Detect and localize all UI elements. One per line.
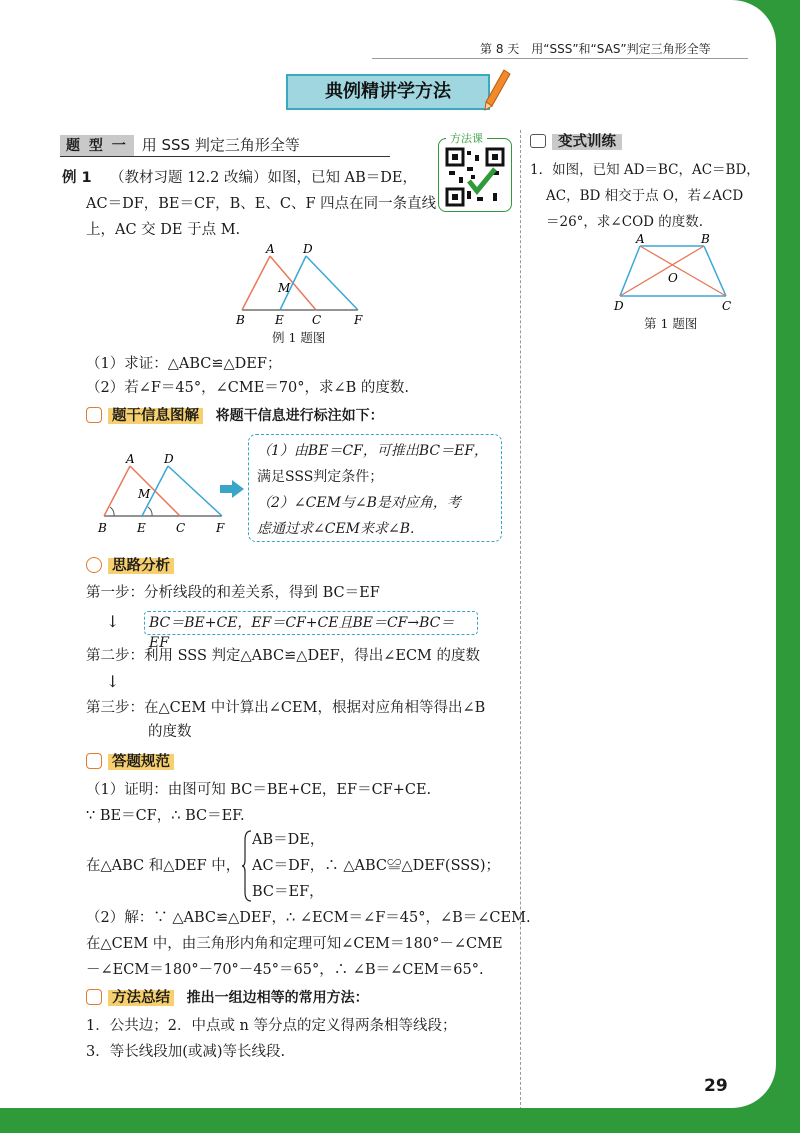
qr-code-frame[interactable] xyxy=(438,138,512,212)
answer-line2: ∵ BE＝CF，∴ BC＝EF. xyxy=(86,808,245,824)
qr-caption: 方法课 xyxy=(446,130,487,146)
variant-figure xyxy=(606,232,736,316)
variant-figure-caption: 第 1 题图 xyxy=(644,316,698,331)
answer-line5: 在△CEM 中，由三角形内角和定理可知∠CEM＝180°－∠CME xyxy=(86,936,503,952)
info-title: 题干信息图解 xyxy=(108,408,203,424)
example-number: 例 1 xyxy=(62,170,92,186)
column-divider xyxy=(520,130,521,1108)
info-label-D: D xyxy=(164,452,174,466)
answer-title: 答题规范 xyxy=(108,754,174,770)
info-heading xyxy=(86,406,384,426)
heading-rule xyxy=(60,156,390,157)
info-label-A: A xyxy=(126,452,135,466)
analysis-step1: 第一步：分析线段的和差关系，得到 BC＝EF xyxy=(86,585,380,601)
summary-heading xyxy=(86,988,369,1008)
arrow-down-icon: ↓ xyxy=(106,612,120,631)
variant-line3: ＝26°，求∠COD 的度数. xyxy=(546,214,704,230)
label-A: A xyxy=(266,242,275,256)
question-1: （1）求证：△ABC≌△DEF； xyxy=(86,356,282,372)
arrow-down-icon-2: ↓ xyxy=(106,672,120,691)
example-text-line3: 上，AC 交 DE 于点 M. xyxy=(86,222,241,238)
section-banner xyxy=(286,74,490,110)
pencil-icon xyxy=(482,68,512,112)
example-label xyxy=(62,168,92,188)
analysis-step3b: 的度数 xyxy=(148,724,192,740)
answer-line1: （1）证明：由图可知 BC＝BE+CE，EF＝CF+CE. xyxy=(86,782,432,798)
answer-brace-2: AC＝DF，∴ △ABC≌△DEF(SSS)； xyxy=(252,858,501,874)
qr-code-icon[interactable] xyxy=(445,147,505,207)
label-E: E xyxy=(275,313,284,327)
analysis-heading xyxy=(86,556,174,576)
summary-line1: 1．公共边；2．中点或 n 等分点的定义得两条相等线段； xyxy=(86,1018,457,1034)
question-type-heading xyxy=(60,134,390,156)
summary-title: 方法总结 xyxy=(108,990,174,1006)
v-label-O: O xyxy=(668,271,678,285)
arrow-right-icon xyxy=(220,480,244,498)
analysis-step3a: 第三步：在△CEM 中计算出∠CEM，根据对应角相等得出∠B xyxy=(86,700,486,716)
v-label-A: A xyxy=(636,232,645,246)
info-callout xyxy=(248,434,502,542)
example-figure-caption: 例 1 题图 xyxy=(272,330,326,345)
callout-line2b: 虑通过求∠CEM来求∠B. xyxy=(257,521,415,537)
info-label-F: F xyxy=(216,521,225,535)
callout-line2a: （2）∠CEM与∠B是对应角，考 xyxy=(257,495,461,511)
v-label-C: C xyxy=(722,299,732,313)
answer-line4: （2）解：∵ △ABC≌△DEF，∴ ∠ECM＝∠F＝45°，∠B＝∠CEM. xyxy=(86,910,531,926)
question-type-title: 用 SSS 判定三角形全等 xyxy=(141,136,300,154)
analysis-step2: 第二步：利用 SSS 判定△ABC≌△DEF，得出∠ECM 的度数 xyxy=(86,648,481,664)
answer-heading xyxy=(86,752,174,772)
v-label-B: B xyxy=(701,232,710,246)
info-figure xyxy=(92,452,232,538)
info-label-M: M xyxy=(138,487,151,501)
diagram-badge-icon xyxy=(86,407,102,423)
callout-line1a: （1）由BE＝CF，可推出BC＝EF， xyxy=(257,443,489,459)
page-number: 29 xyxy=(704,1076,728,1096)
question-2: （2）若∠F＝45°，∠CME＝70°，求∠B 的度数. xyxy=(86,380,410,396)
answer-badge-icon xyxy=(86,753,102,769)
summary-line2: 3．等长线段加(或减)等长线段. xyxy=(86,1044,286,1060)
info-label-E: E xyxy=(137,521,146,535)
analysis-step1-box: BC＝BE+CE，EF＝CF+CE且BE＝CF→BC＝EF xyxy=(144,611,478,635)
info-label-B: B xyxy=(98,521,107,535)
label-M: M xyxy=(278,281,291,295)
variant-title: 变式训练 xyxy=(552,134,622,150)
hand-pointer-icon xyxy=(530,134,546,148)
info-label-C: C xyxy=(176,521,186,535)
answer-line6: －∠ECM＝180°－70°－45°＝65°，∴ ∠B＝∠CEM＝65°. xyxy=(86,962,484,978)
variant-heading xyxy=(530,132,622,152)
callout-line1b: 满足SSS判定条件； xyxy=(257,469,384,485)
summary-desc: 推出一组边相等的常用方法： xyxy=(186,990,369,1006)
analysis-title: 思路分析 xyxy=(108,558,174,574)
running-header: 第 8 天 用“SSS”和“SAS”判定三角形全等 xyxy=(480,42,711,56)
v-label-D: D xyxy=(614,299,624,313)
brace-icon xyxy=(242,830,252,902)
label-B: B xyxy=(236,313,245,327)
answer-line3: 在△ABC 和△DEF 中， xyxy=(86,858,241,874)
label-D: D xyxy=(303,242,313,256)
info-desc: 将题干信息进行标注如下： xyxy=(215,408,384,424)
header-rule xyxy=(372,58,748,59)
example-text-line2: AC＝DF，BE＝CF，B、E、C、F 四点在同一条直线 xyxy=(86,196,437,212)
variant-line1: 1．如图，已知 AD＝BC，AC＝BD， xyxy=(530,162,760,178)
example-text-line1: （教材习题 12.2 改编）如图，已知 AB＝DE， xyxy=(110,170,417,186)
question-type-label: 题 型 一 xyxy=(60,135,134,157)
label-C: C xyxy=(312,313,322,327)
summary-badge-icon xyxy=(86,989,102,1005)
answer-brace-3: BC＝EF， xyxy=(252,884,324,900)
banner-title: 典例精讲学方法 xyxy=(325,81,451,102)
example-figure xyxy=(228,240,368,330)
answer-brace-1: AB＝DE， xyxy=(252,832,325,848)
variant-line2: AC，BD 相交于点 O，若∠ACD xyxy=(546,188,744,204)
analysis-badge-icon xyxy=(86,557,102,573)
label-F: F xyxy=(354,313,363,327)
